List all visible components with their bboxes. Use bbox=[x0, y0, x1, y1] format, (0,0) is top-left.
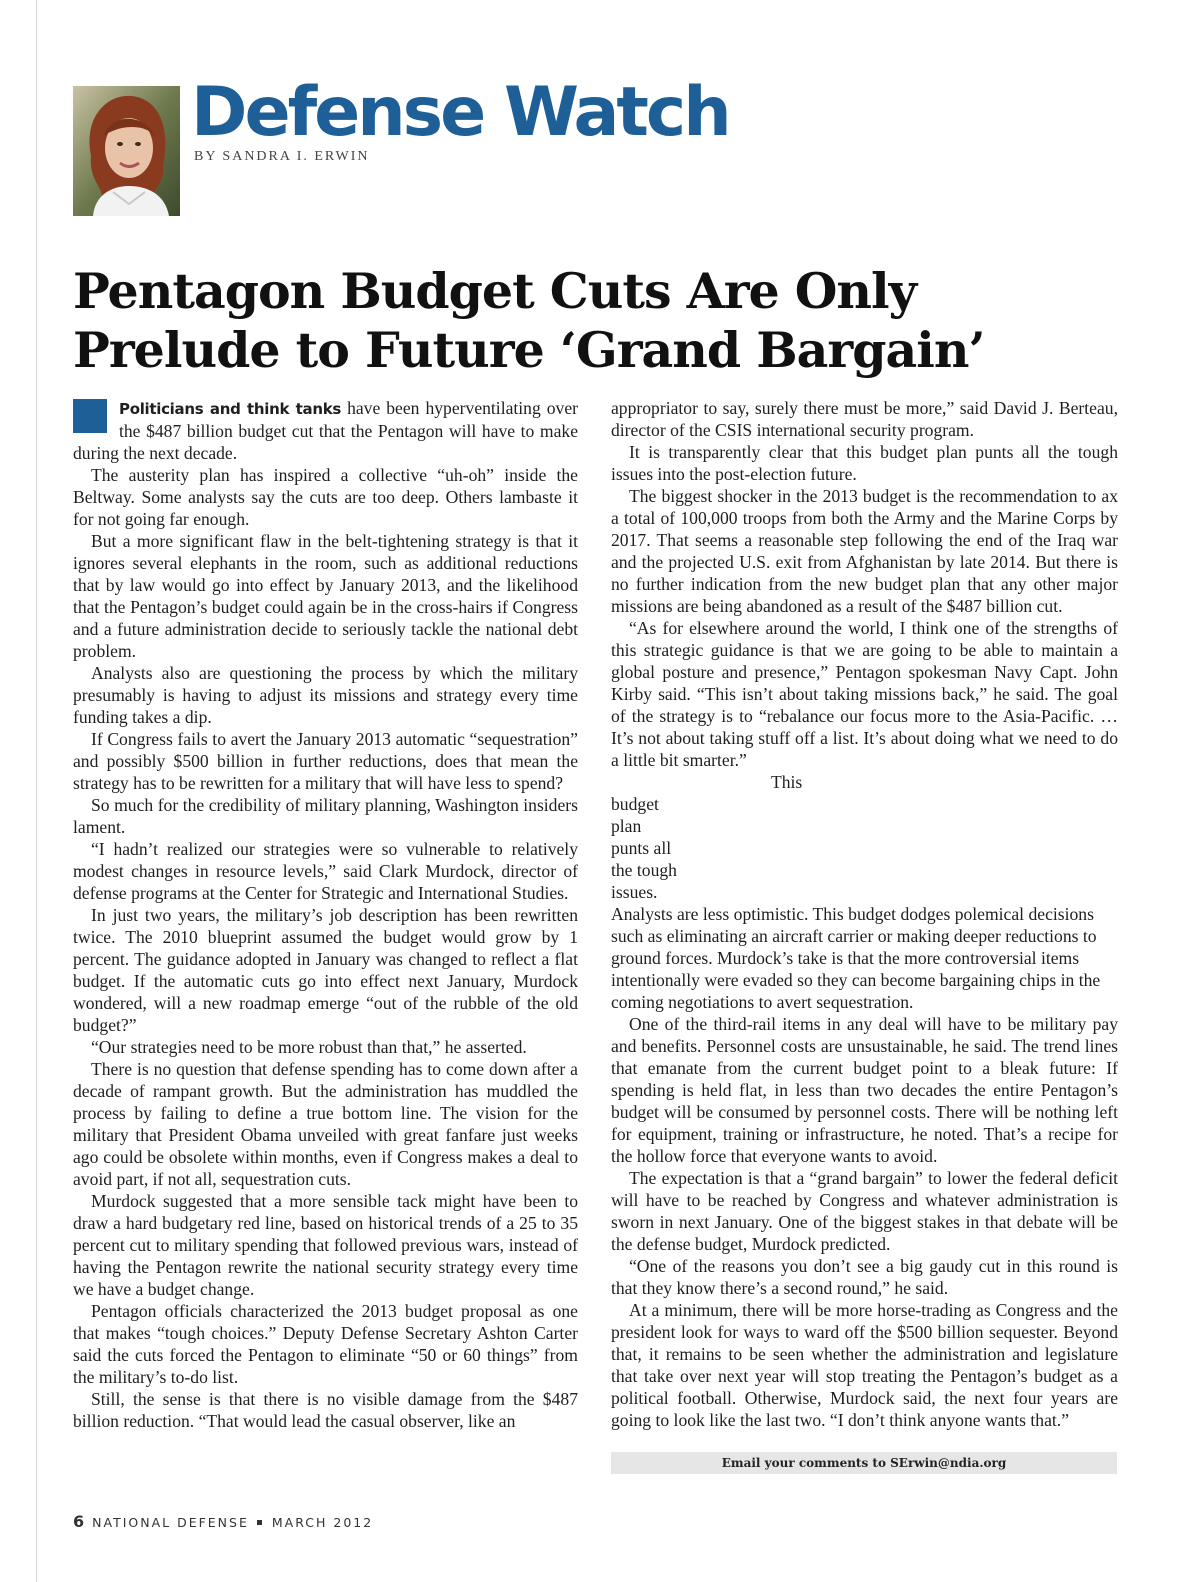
page-edge-rule bbox=[36, 0, 37, 1582]
article-paragraph: So much for the credibility of military planning, Washington insiders lament. bbox=[73, 795, 578, 837]
email-comments-bar bbox=[611, 1452, 1117, 1474]
article-paragraph: Murdock suggested that a more sensible tack might have been to draw a hard budgetary red line, based on historical trends of a 25 to 35 percent cut to military spending that followed previous wars, instead of having the Pentagon rewrite the national security strategy every time we have a budget change. bbox=[73, 1191, 578, 1299]
byline: BY SANDRA I. ERWIN bbox=[194, 149, 370, 164]
author-portrait-image bbox=[73, 86, 180, 216]
issue-date: MARCH 2012 bbox=[271, 1515, 374, 1530]
article-paragraph: appropriator to say, surely there must be more,” said David J. Berteau, director of the CSIS international security program. bbox=[611, 398, 1118, 440]
column-title: Defense Watch bbox=[191, 73, 729, 152]
drop-square-marker bbox=[73, 399, 107, 433]
article-paragraph: “I hadn’t realized our strategies were so vulnerable to relatively modest changes in resource levels,” said Clark Murdock, director of defense programs at the Center for Strategic and International Studies. bbox=[73, 839, 578, 903]
footer-separator-square bbox=[257, 1520, 262, 1525]
article-paragraph: There is no question that defense spending has to come down after a decade of rampant growth. But the administration has muddled the process by failing to define a true bottom line. The vision for the military that President Obama unveiled with great fanfare just weeks ago could be obsolete within months, even if Congress makes a deal to avoid part, if not all, sequestration cuts. bbox=[73, 1059, 578, 1189]
author-photo bbox=[73, 86, 180, 216]
article-paragraph: “Our strategies need to be more robust than that,” he asserted. bbox=[91, 1037, 527, 1057]
email-prefix: Email your comments to bbox=[721, 1456, 891, 1470]
email-link[interactable]: SErwin@ndia.org bbox=[890, 1456, 1007, 1470]
pull-quote-line: issues. bbox=[611, 882, 658, 902]
article-paragraph: One of the third-rail items in any deal will have to be military pay and benefits. Personnel costs are unsustainable, he said. The trend lines that emanate from the current budget point to a bleak future: If spending is held flat, in less than two decades the entire Pentagon’s budget will be consumed by personnel costs. There will be nothing left for equipment, training or infrastructure, he noted. That’s a recipe for the hollow force that everyone wants to avoid. bbox=[611, 1014, 1118, 1166]
publication-name: NATIONAL DEFENSE bbox=[92, 1515, 249, 1530]
article-headline bbox=[73, 262, 1133, 380]
article-paragraph: The biggest shocker in the 2013 budget is the recommendation to ax a total of 100,000 troops from both the Army and the Marine Corps by 2017. That seems a reasonable step following the end of the Iraq war and the projected U.S. exit from Afghanistan by late 2014. But there is no further indication from the new budget plan that any other major missions are being abandoned as a result of the $487 billion cut. bbox=[611, 486, 1118, 616]
article-paragraph: Pentagon officials characterized the 2013 budget proposal as one that makes “tough choices.” Deputy Defense Secretary Ashton Carter said the cuts forced the Pentagon to eliminate “50 or 60 things” from the military’s to-do list. bbox=[73, 1301, 578, 1387]
article-paragraph: It is transparently clear that this budget plan punts all the tough issues into the post-election future. bbox=[611, 442, 1118, 484]
page-number: 6 bbox=[73, 1512, 85, 1531]
article-paragraph: Still, the sense is that there is no visible damage from the $487 billion reduction. “That would lead the casual observer, like an bbox=[73, 1389, 578, 1431]
article-paragraph: The expectation is that a “grand bargain” to lower the federal deficit will have to be reached by Congress and whatever administration is sworn in next January. One of the biggest stakes in that debate will be the defense budget, Murdock predicted. bbox=[611, 1168, 1118, 1254]
article-paragraph: If Congress fails to avert the January 2013 automatic “sequestration” and possibly $500 billion in further reductions, does that mean the strategy has to be rewritten for a military that will have less to spend? bbox=[73, 729, 578, 793]
headline-line-1: Pentagon Budget Cuts Are Only bbox=[73, 262, 917, 320]
article-paragraph: “As for elsewhere around the world, I think one of the strengths of this strategic guidance is that we are going to be able to maintain a global posture and presence,” Pentagon spokesman Navy Capt. John Kirby said. “This isn’t about taking missions back,” he said. The goal of the strategy is to “rebalance our focus more to the Asia-Pacific. … It’s not about taking stuff off a list. It’s about doing what we need to do a little bit smarter.” bbox=[611, 618, 1118, 770]
headline-line-2: Prelude to Future ‘Grand Bargain’ bbox=[73, 321, 985, 379]
article-paragraph: Politicians and think tanks have been hyperventilating over the $487 billion budget cut that the Pentagon will have to make during the next decade. bbox=[73, 398, 579, 463]
article-right-column bbox=[611, 397, 1118, 1431]
pull-quote-line: This bbox=[771, 772, 803, 792]
article-paragraph: Analysts also are questioning the process by which the military presumably is having to adjust its missions and strategy every time funding takes a dip. bbox=[73, 663, 578, 727]
article-paragraph: The austerity plan has inspired a collective “uh-oh” inside the Beltway. Some analysts say the cuts are too deep. Others lambaste it for not going far enough. bbox=[73, 465, 578, 529]
article-paragraph: At a minimum, there will be more horse-trading as Congress and the president look for ways to ward off the $500 billion sequester. Beyond that, it remains to be seen whether the administration and legislature that take over next year will stop treating the Pentagon’s budget as a political football. Otherwise, Murdock said, the next four years are going to look like the last two. “I don’t think anyone wants that.” bbox=[611, 1300, 1118, 1430]
article-paragraph: “One of the reasons you don’t see a big gaudy cut in this round is that they know there’s a second round,” he said. bbox=[611, 1256, 1118, 1298]
lead-in-text: Politicians and think tanks bbox=[119, 400, 342, 418]
page-footer bbox=[73, 1512, 373, 1531]
pull-quote-line: the tough bbox=[611, 860, 677, 880]
article-paragraph: But a more significant flaw in the belt-tightening strategy is that it ignores several elephants in the room, such as additional reductions that by law would go into effect by January 2013, and the likelihood that the Pentagon’s budget could again be in the cross-hairs if Congress and a future administration decide to seriously tackle the national debt problem. bbox=[73, 531, 578, 661]
article-paragraph: In just two years, the military’s job description has been rewritten twice. The 2010 blueprint assumed the budget would grow by 1 percent. The guidance adopted in January was changed to reflect a flat budget. If the automatic cuts go into effect next January, Murdock wondered, will a new roadmap emerge “out of the rubble of the old budget?” bbox=[73, 905, 578, 1035]
article-left-column bbox=[73, 397, 578, 1432]
pull-quote-line: punts all bbox=[611, 838, 672, 858]
pull-quote-line: plan bbox=[611, 816, 642, 836]
pull-quote-line: budget bbox=[611, 794, 659, 814]
pull-quote-wrap-block: This budget plan punts all the tough issues. Analysts are less optimistic. This budget dodges polemical decisions such as eliminating an aircraft carrier or making deeper reductions to ground forces. Murdock’s take is that the more controversial items intentionally were evaded so they can become bargaining chips in the coming negotiations to avert sequestration. One of the third-rail items in any deal will have to be military pay and benefits. Personnel costs are unsustainable, he said. The trend lines that emanate from the current budget point to a bleak future: If spending is held flat, in less than two decades the entire Pentagon’s budget will be consumed by personnel costs. There will be nothing left for equipment, training or infrastructure, he noted. That’s a recipe for the hollow force that everyone wants to avoid. bbox=[611, 772, 1118, 1166]
